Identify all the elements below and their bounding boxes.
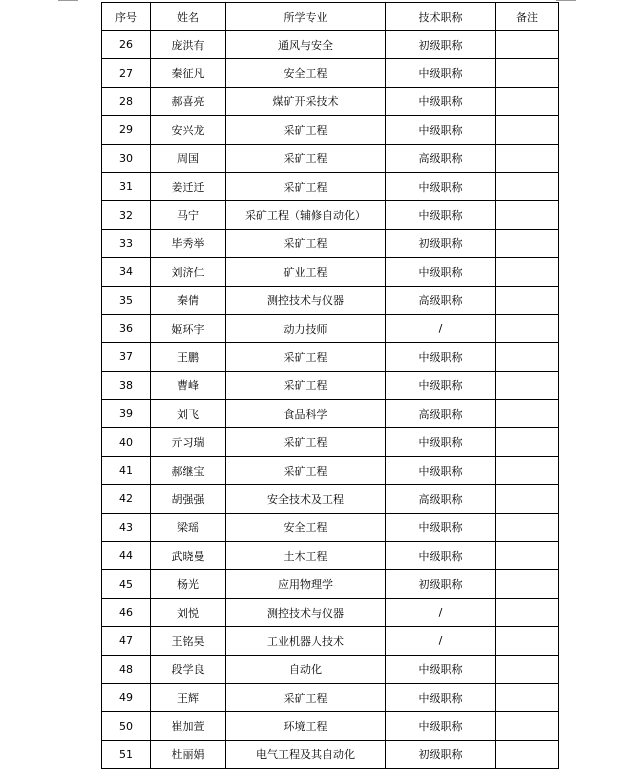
table-row [102, 570, 559, 598]
cell-major: 采矿工程 [226, 683, 386, 711]
table-row [102, 598, 559, 626]
table-row [102, 428, 559, 456]
table-row [102, 542, 559, 570]
cell-name: 庞洪有 [151, 31, 226, 59]
table-row [102, 400, 559, 428]
cell-name: 秦倩 [151, 286, 226, 314]
cell-name: 刘飞 [151, 400, 226, 428]
header-title: 技术职称 [386, 3, 496, 31]
cell-major: 土木工程 [226, 542, 386, 570]
cell-remark [496, 31, 559, 59]
cell-no: 29 [102, 116, 151, 144]
cell-name: 王鹏 [151, 343, 226, 371]
table-header-row [102, 3, 559, 31]
cell-no: 36 [102, 314, 151, 342]
cell-major: 通风与安全 [226, 31, 386, 59]
cell-remark [496, 314, 559, 342]
cell-no: 37 [102, 343, 151, 371]
table-row [102, 627, 559, 655]
cell-remark [496, 201, 559, 229]
cell-major: 自动化 [226, 655, 386, 683]
table-row [102, 258, 559, 286]
cell-title: 中级职称 [386, 201, 496, 229]
cell-remark [496, 87, 559, 115]
cell-name: 姜迁迁 [151, 172, 226, 200]
cell-title: 中级职称 [386, 87, 496, 115]
cell-no: 50 [102, 712, 151, 740]
cell-title: 高级职称 [386, 286, 496, 314]
table-row [102, 712, 559, 740]
cell-title: 中级职称 [386, 116, 496, 144]
cell-title: / [386, 314, 496, 342]
cell-no: 34 [102, 258, 151, 286]
cell-name: 梁瑶 [151, 513, 226, 541]
cell-remark [496, 144, 559, 172]
table-body [102, 31, 559, 769]
cell-no: 46 [102, 598, 151, 626]
cell-no: 45 [102, 570, 151, 598]
table-row [102, 201, 559, 229]
cell-major: 测控技术与仪器 [226, 286, 386, 314]
table-row [102, 683, 559, 711]
table-row [102, 343, 559, 371]
cell-major: 采矿工程（辅修自动化） [226, 201, 386, 229]
cell-remark [496, 712, 559, 740]
cell-major: 采矿工程 [226, 116, 386, 144]
cell-title: / [386, 627, 496, 655]
table-row [102, 314, 559, 342]
cell-name: 刘悦 [151, 598, 226, 626]
table-row [102, 59, 559, 87]
cell-major: 煤矿开采技术 [226, 87, 386, 115]
cell-name: 王辉 [151, 683, 226, 711]
cell-remark [496, 428, 559, 456]
cell-no: 32 [102, 201, 151, 229]
cell-no: 43 [102, 513, 151, 541]
cell-name: 亓习瑞 [151, 428, 226, 456]
cell-major: 采矿工程 [226, 456, 386, 484]
cell-name: 安兴龙 [151, 116, 226, 144]
cell-title: 中级职称 [386, 712, 496, 740]
cell-remark [496, 258, 559, 286]
cell-name: 王铭昊 [151, 627, 226, 655]
cell-remark [496, 229, 559, 257]
cell-no: 38 [102, 371, 151, 399]
cell-remark [496, 343, 559, 371]
cell-remark [496, 485, 559, 513]
cell-title: / [386, 598, 496, 626]
cell-major: 采矿工程 [226, 144, 386, 172]
cell-name: 郝喜亮 [151, 87, 226, 115]
header-no: 序号 [102, 3, 151, 31]
cell-remark [496, 456, 559, 484]
cell-title: 高级职称 [386, 144, 496, 172]
cell-remark [496, 116, 559, 144]
cell-name: 郝继宝 [151, 456, 226, 484]
cell-major: 安全技术及工程 [226, 485, 386, 513]
cell-no: 27 [102, 59, 151, 87]
cell-name: 毕秀举 [151, 229, 226, 257]
cell-major: 采矿工程 [226, 229, 386, 257]
cell-title: 中级职称 [386, 542, 496, 570]
cell-title: 初级职称 [386, 31, 496, 59]
cell-no: 26 [102, 31, 151, 59]
page-corner-mark-left [58, 0, 78, 1]
table-row [102, 740, 559, 768]
table-row [102, 371, 559, 399]
cell-title: 中级职称 [386, 371, 496, 399]
cell-no: 41 [102, 456, 151, 484]
cell-title: 高级职称 [386, 485, 496, 513]
cell-title: 中级职称 [386, 655, 496, 683]
cell-name: 崔加萱 [151, 712, 226, 740]
cell-major: 测控技术与仪器 [226, 598, 386, 626]
table-row [102, 286, 559, 314]
cell-name: 段学良 [151, 655, 226, 683]
cell-no: 42 [102, 485, 151, 513]
cell-no: 28 [102, 87, 151, 115]
cell-major: 电气工程及其自动化 [226, 740, 386, 768]
table-row [102, 456, 559, 484]
header-major: 所学专业 [226, 3, 386, 31]
cell-remark [496, 400, 559, 428]
cell-name: 胡强强 [151, 485, 226, 513]
table-row [102, 116, 559, 144]
cell-name: 刘济仁 [151, 258, 226, 286]
cell-remark [496, 542, 559, 570]
cell-name: 武晓曼 [151, 542, 226, 570]
cell-title: 中级职称 [386, 683, 496, 711]
cell-title: 中级职称 [386, 172, 496, 200]
cell-major: 食品科学 [226, 400, 386, 428]
cell-name: 周国 [151, 144, 226, 172]
cell-no: 39 [102, 400, 151, 428]
cell-no: 33 [102, 229, 151, 257]
cell-name: 杜丽娟 [151, 740, 226, 768]
page-corner-mark-right [556, 0, 576, 1]
cell-title: 高级职称 [386, 400, 496, 428]
cell-major: 安全工程 [226, 59, 386, 87]
header-name: 姓名 [151, 3, 226, 31]
cell-title: 中级职称 [386, 513, 496, 541]
cell-remark [496, 627, 559, 655]
cell-major: 安全工程 [226, 513, 386, 541]
cell-remark [496, 570, 559, 598]
cell-major: 采矿工程 [226, 428, 386, 456]
staff-table [101, 2, 559, 769]
table-row [102, 655, 559, 683]
cell-no: 51 [102, 740, 151, 768]
cell-remark [496, 598, 559, 626]
cell-name: 姬环宇 [151, 314, 226, 342]
header-remark: 备注 [496, 3, 559, 31]
cell-remark [496, 683, 559, 711]
cell-title: 中级职称 [386, 258, 496, 286]
cell-major: 矿业工程 [226, 258, 386, 286]
cell-major: 工业机器人技术 [226, 627, 386, 655]
cell-title: 中级职称 [386, 59, 496, 87]
table-row [102, 513, 559, 541]
cell-no: 31 [102, 172, 151, 200]
cell-remark [496, 286, 559, 314]
table-row [102, 229, 559, 257]
cell-title: 初级职称 [386, 740, 496, 768]
cell-name: 马宁 [151, 201, 226, 229]
cell-name: 杨光 [151, 570, 226, 598]
cell-no: 44 [102, 542, 151, 570]
table-row [102, 87, 559, 115]
cell-title: 初级职称 [386, 570, 496, 598]
cell-title: 中级职称 [386, 456, 496, 484]
cell-major: 环境工程 [226, 712, 386, 740]
cell-remark [496, 513, 559, 541]
cell-no: 47 [102, 627, 151, 655]
cell-name: 曹峰 [151, 371, 226, 399]
table-row [102, 144, 559, 172]
cell-title: 中级职称 [386, 428, 496, 456]
cell-no: 30 [102, 144, 151, 172]
table-row [102, 172, 559, 200]
cell-no: 48 [102, 655, 151, 683]
cell-no: 35 [102, 286, 151, 314]
cell-no: 40 [102, 428, 151, 456]
cell-remark [496, 59, 559, 87]
cell-remark [496, 371, 559, 399]
cell-title: 初级职称 [386, 229, 496, 257]
cell-no: 49 [102, 683, 151, 711]
cell-remark [496, 172, 559, 200]
cell-major: 采矿工程 [226, 172, 386, 200]
cell-title: 中级职称 [386, 343, 496, 371]
table-row [102, 485, 559, 513]
cell-remark [496, 655, 559, 683]
cell-name: 秦征凡 [151, 59, 226, 87]
table-row [102, 31, 559, 59]
cell-major: 应用物理学 [226, 570, 386, 598]
cell-major: 采矿工程 [226, 343, 386, 371]
cell-major: 采矿工程 [226, 371, 386, 399]
cell-major: 动力技师 [226, 314, 386, 342]
cell-remark [496, 740, 559, 768]
